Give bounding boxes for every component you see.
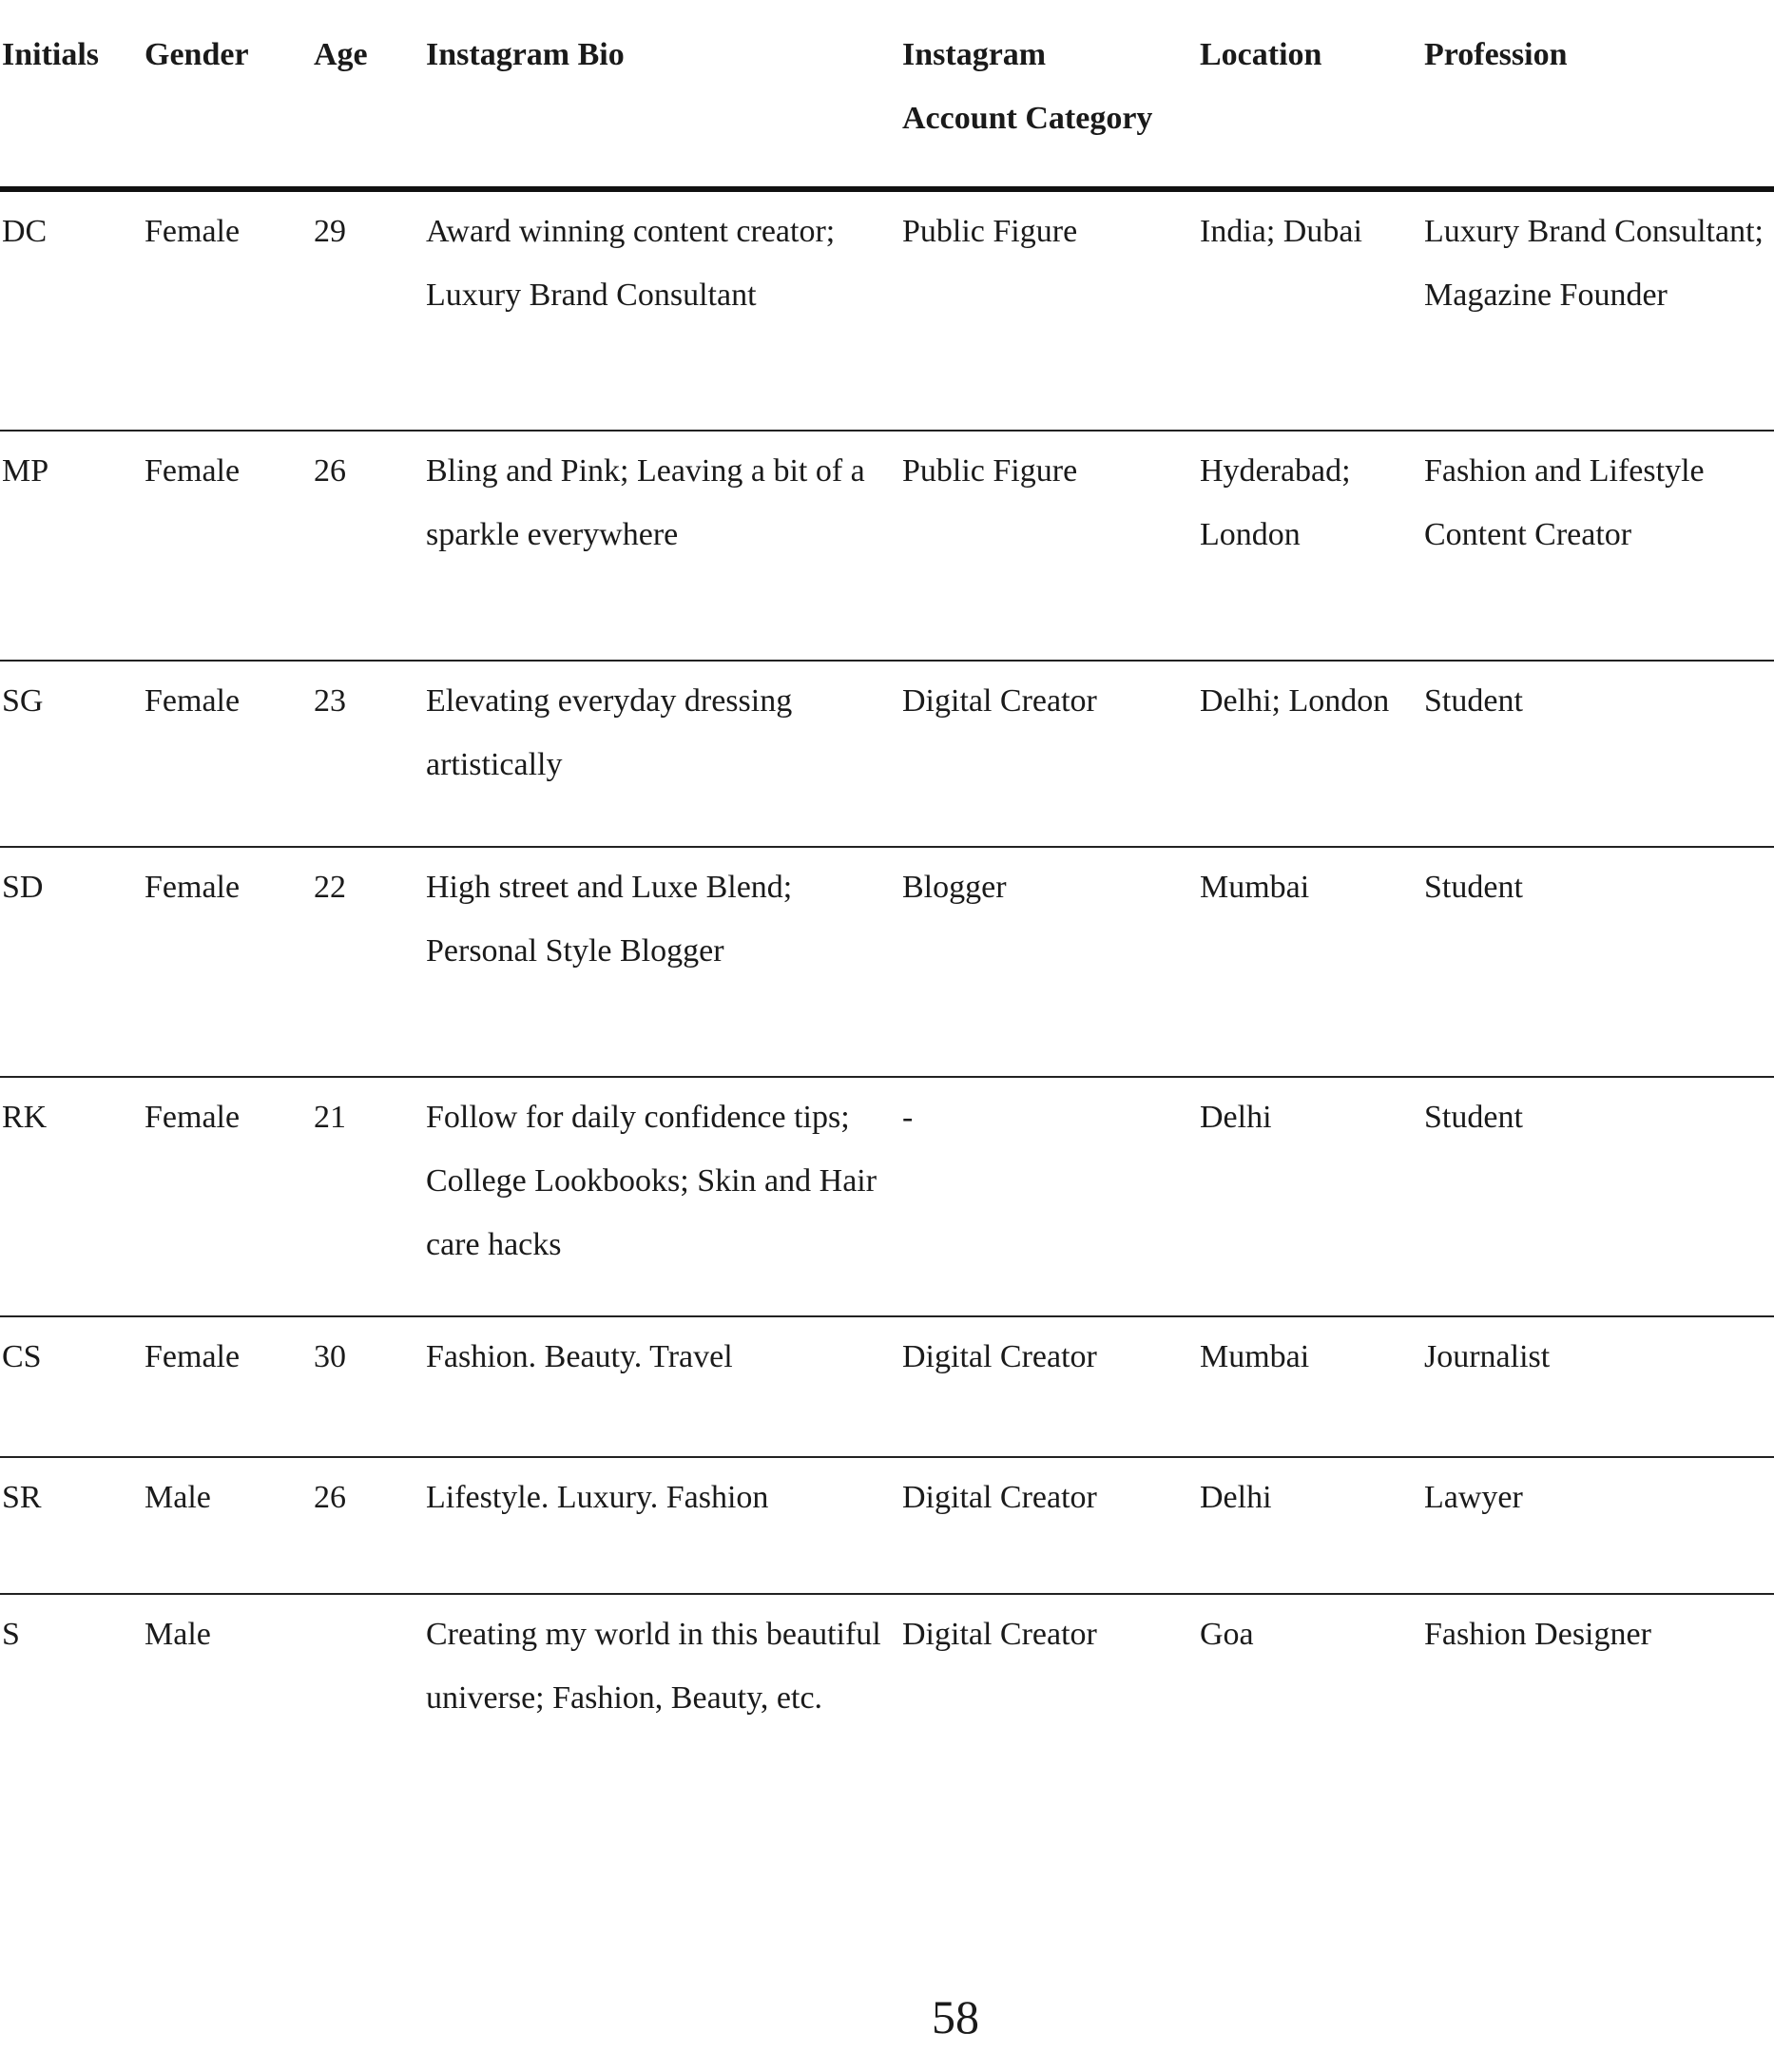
cell-gender: Female [143,847,312,1077]
cell-location: Delhi; London [1198,661,1422,847]
cell-location: Mumbai [1198,1316,1422,1457]
table-header-row [0,23,1774,189]
cell-initials: MP [0,431,143,661]
table-row [0,1316,1774,1457]
cell-profession: Fashion Designer [1424,1617,1651,1652]
cell-category: - [900,1077,1198,1316]
cell-bio: Creating my world in this beautiful universe; Fashion, Beauty, etc. [426,1617,881,1716]
cell-gender: Female [143,189,312,431]
header-category-line2: Account Category [902,101,1153,136]
cell-bio: Bling and Pink; Leaving a bit of a sparkle everywhere [424,431,900,661]
cell-location: Goa [1200,1617,1254,1652]
cell-category: Digital Creator [902,1617,1097,1652]
header-location: Location [1198,23,1422,189]
cell-gender: Female [143,1316,312,1457]
cell-location: Hyderabad; London [1198,431,1422,661]
cell-initials: SR [0,1457,143,1594]
cell-initials: SD [0,847,143,1077]
cell-location: Delhi [1198,1457,1422,1594]
cell-age: 26 [312,1457,424,1594]
cell-profession: Journalist [1422,1316,1774,1457]
cell-age: 22 [312,847,424,1077]
header-account-category [900,23,1198,189]
table-row [0,1457,1774,1594]
page-number: 58 [932,1990,979,2043]
table-row [0,1594,1774,1832]
cell-category: Digital Creator [900,1457,1198,1594]
cell-bio: Elevating everyday dressing artistically [424,661,900,847]
header-category-line1: Instagram [902,37,1047,72]
cell-category: Digital Creator [900,661,1198,847]
cell-gender: Female [143,431,312,661]
cell-category: Blogger [900,847,1198,1077]
cell-gender: Female [143,1077,312,1316]
cell-bio: Award winning content creator; Luxury Brand Consultant [424,189,900,431]
table-row [0,1077,1774,1316]
header-initials: Initials [0,23,143,189]
cell-location: Delhi [1198,1077,1422,1316]
cell-initials: CS [0,1316,143,1457]
cell-category: Public Figure [900,431,1198,661]
participants-table [0,23,1774,1832]
cell-gender: Female [143,661,312,847]
cell-age: 21 [312,1077,424,1316]
header-gender: Gender [143,23,312,189]
table-row [0,847,1774,1077]
cell-profession: Student [1422,1077,1774,1316]
header-age: Age [312,23,424,189]
cell-category: Public Figure [900,189,1198,431]
cell-gender: Male [143,1457,312,1594]
cell-initials: S [2,1617,20,1652]
cell-category: Digital Creator [900,1316,1198,1457]
cell-initials: DC [0,189,143,431]
cell-bio: Fashion. Beauty. Travel [424,1316,900,1457]
cell-gender: Male [145,1617,211,1652]
cell-location: India; Dubai [1198,189,1422,431]
cell-bio: Lifestyle. Luxury. Fashion [424,1457,900,1594]
cell-initials: SG [0,661,143,847]
cell-profession: Lawyer [1422,1457,1774,1594]
cell-age: 29 [312,189,424,431]
table-row [0,189,1774,431]
cell-bio: Follow for daily confidence tips; College Lookbooks; Skin and Hair care hacks [424,1077,900,1316]
cell-profession: Fashion and Lifestyle Content Creator [1422,431,1774,661]
cell-profession: Student [1422,661,1774,847]
header-bio: Instagram Bio [424,23,900,189]
cell-age: 26 [312,431,424,661]
table-row [0,431,1774,661]
header-profession: Profession [1422,23,1774,189]
cell-initials: RK [0,1077,143,1316]
cell-age [312,1594,424,1832]
cell-profession: Student [1422,847,1774,1077]
cell-bio: High street and Luxe Blend; Personal Style Blogger [424,847,900,1077]
cell-age: 23 [312,661,424,847]
cell-profession: Luxury Brand Consultant; Magazine Founder [1422,189,1774,431]
cell-age: 30 [312,1316,424,1457]
table-row [0,661,1774,847]
cell-location: Mumbai [1198,847,1422,1077]
